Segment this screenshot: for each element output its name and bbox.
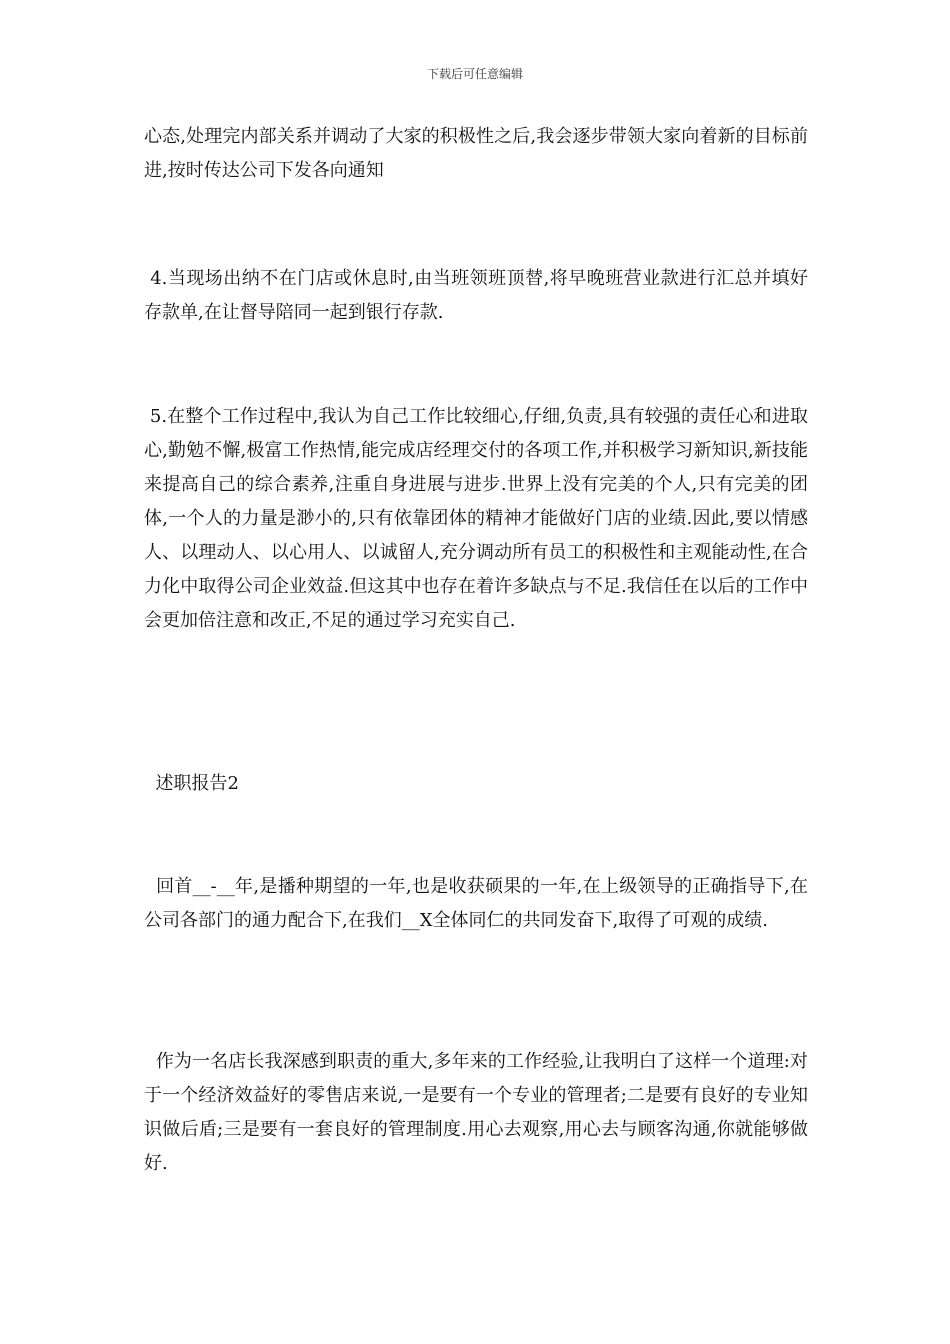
- paragraph-item-4: 4.当现场出纳不在门店或休息时,由当班领班顶替,将早晚班营业款进行汇总并填好存款单,在让督导陪同一起到银行存款.: [144, 268, 808, 323]
- paragraph-1: 心态,处理完内部关系并调动了大家的积极性之后,我会逐步带领大家向着新的目标前进,按时传达公司下发各向通知: [144, 126, 808, 181]
- paragraph-store-manager: 作为一名店长我深感到职责的重大,多年来的工作经验,让我明白了这样一个道理:对于一个经济效益好的零售店来说,一是要有一个专业的管理者;二是要有良好的专业知识做后盾;三是要有一套良好的管理制度.用心去观察,用心去与顾客沟通,你就能够做好.: [144, 1051, 808, 1174]
- page-header: 下载后可任意编辑: [426, 67, 523, 81]
- paragraph-review: 回首__-__年,是播种期望的一年,也是收获硕果的一年,在上级领导的正确指导下,在公司各部门的通力配合下,在我们__X全体同仁的共同发奋下,取得了可观的成绩.: [144, 876, 808, 931]
- paragraph-item-5: 5.在整个工作过程中,我认为自己工作比较细心,仔细,负责,具有较强的责任心和进取心,勤勉不懈,极富工作热情,能完成店经理交付的各项工作,并积极学习新知识,新技能来提高自己的综合素养,注重自身进展与进步.世界上没有完美的个人,只有完美的团体,一个人的力量是渺小的,只有依靠团体的精神才能做好门店的业绩.因此,要以情感人、以理动人、以心用人、以诚留人,充分调动所有员工的积极性和主观能动性,在合力化中取得公司企业效益.但这其中也存在着许多缺点与不足.我信任在以后的工作中会更加倍注意和改正,不足的通过学习充实自己.: [144, 406, 808, 631]
- section-heading: 述职报告2: [144, 773, 239, 794]
